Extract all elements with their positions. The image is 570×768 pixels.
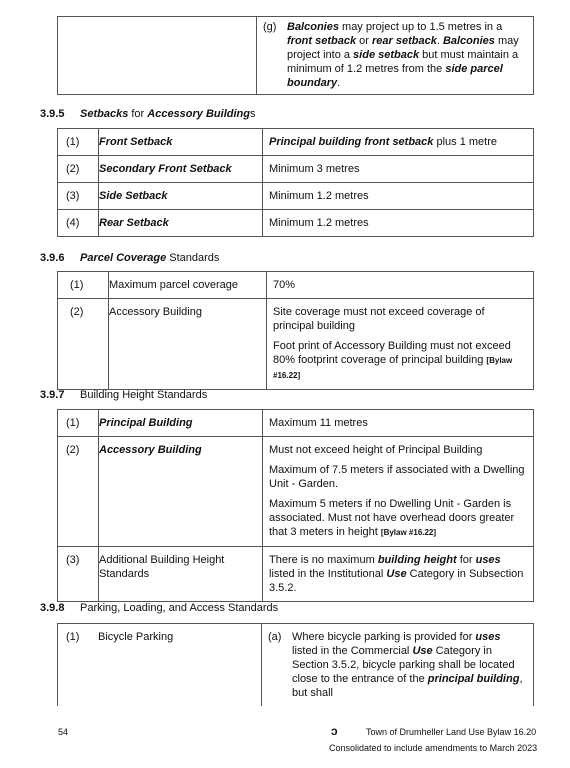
parking-table bbox=[57, 623, 534, 706]
row-label: Accessory Building bbox=[109, 306, 202, 318]
section-number: 3.9.5 bbox=[40, 108, 65, 120]
row-number: (1) bbox=[66, 136, 80, 148]
table-row bbox=[58, 410, 534, 437]
section-number: 3.9.7 bbox=[40, 389, 65, 401]
row-number: (2) bbox=[66, 163, 80, 175]
row-number: (1) bbox=[66, 631, 80, 643]
bicycle-parking-text: Where bicycle parking is provided for uses listed in the Commercial Use Category in Section 3.5.2, bicycle parking shall be located close to the entrance of the principal building, but shall bbox=[292, 631, 523, 699]
row-value: Minimum 1.2 metres bbox=[269, 217, 369, 229]
bylaw-reference: [Bylaw #16.22] bbox=[380, 528, 437, 537]
row-value: Foot print of Accessory Building must not exceed 80% footprint coverage of principal building [Bylaw #16.22] bbox=[273, 340, 513, 380]
row-label: Side Setback bbox=[99, 190, 168, 202]
section-title: Parking, Loading, and Access Standards bbox=[80, 602, 279, 614]
row-value: Minimum 1.2 metres bbox=[269, 190, 369, 202]
clause-a-label: (a) bbox=[268, 631, 282, 643]
clause-g-label: (g) bbox=[263, 21, 277, 33]
height-para-3: Maximum 5 meters if no Dwelling Unit - Garden is associated. Must not have overhead doors greater that 3 meters in height [Bylaw #16.22] bbox=[269, 498, 515, 538]
section-3-9-6-heading bbox=[40, 252, 219, 264]
section-3-9-5-heading bbox=[40, 108, 255, 120]
row-value: Maximum 11 metres bbox=[269, 417, 368, 429]
section-title: Setbacks for Accessory Buildings bbox=[80, 108, 256, 120]
row-label: Front Setback bbox=[99, 136, 173, 148]
row-number: (1) bbox=[66, 417, 80, 429]
row-number: (1) bbox=[70, 279, 84, 291]
table-row bbox=[58, 299, 534, 390]
table-row bbox=[58, 129, 534, 156]
section-number: 3.9.6 bbox=[40, 252, 65, 264]
table-row bbox=[58, 437, 534, 547]
section-title: Building Height Standards bbox=[80, 389, 208, 401]
balconies-table bbox=[57, 16, 534, 95]
row-value: Site coverage must not exceed coverage of principal building bbox=[273, 306, 485, 332]
table-row bbox=[58, 272, 534, 299]
row-number: (3) bbox=[66, 190, 80, 202]
row-number: (4) bbox=[66, 217, 80, 229]
row-number: (3) bbox=[66, 554, 80, 566]
row-label: Secondary Front Setback bbox=[99, 163, 232, 175]
table-row bbox=[58, 547, 534, 602]
setbacks-table bbox=[57, 128, 534, 237]
section-3-9-8-heading bbox=[40, 602, 278, 614]
row-number: (2) bbox=[70, 306, 84, 318]
section-number: 3.9.8 bbox=[40, 602, 65, 614]
table-row bbox=[58, 156, 534, 183]
row-number: (2) bbox=[66, 444, 80, 456]
row-label: Rear Setback bbox=[99, 217, 169, 229]
table-row bbox=[58, 183, 534, 210]
row-value: 70% bbox=[273, 279, 296, 291]
balconies-text: Balconies may project up to 1.5 metres in a front setback or rear setback. Balconies may project into a side setback but must maintain a minimum of 1.2 metres from the side parcel boundary. bbox=[287, 21, 519, 89]
page-number: 54 bbox=[58, 727, 69, 737]
document-title: Town of Drumheller Land Use Bylaw 16.20 bbox=[366, 727, 537, 737]
section-title: Parcel Coverage Standards bbox=[80, 252, 220, 264]
row-value: There is no maximum building height for uses listed in the Institutional Use Category in Subsection 3.5.2. bbox=[269, 554, 524, 594]
row-value: Minimum 3 metres bbox=[269, 163, 360, 175]
building-height-table bbox=[57, 409, 534, 602]
parcel-coverage-table bbox=[57, 271, 534, 390]
height-para-2: Maximum of 7.5 meters if associated with a Dwelling Unit - Garden. bbox=[269, 464, 525, 490]
row-label: Accessory Building bbox=[99, 444, 202, 456]
table-row bbox=[58, 624, 534, 707]
row-label: Additional Building Height Standards bbox=[99, 554, 225, 580]
bylaw-reference: [Bylaw #16.22] bbox=[273, 356, 513, 380]
section-3-9-7-heading bbox=[40, 389, 207, 401]
row-label: Maximum parcel coverage bbox=[109, 279, 238, 291]
consolidation-note: Consolidated to include amendments to March 2023 bbox=[329, 743, 538, 753]
row-label: Principal Building bbox=[99, 417, 193, 429]
height-para-1: Must not exceed height of Principal Building bbox=[269, 444, 483, 456]
table-row bbox=[58, 210, 534, 237]
town-logo-icon: ɔ bbox=[331, 724, 338, 738]
row-value: Principal building front setback plus 1 metre bbox=[269, 136, 498, 148]
row-label: Bicycle Parking bbox=[98, 631, 174, 643]
